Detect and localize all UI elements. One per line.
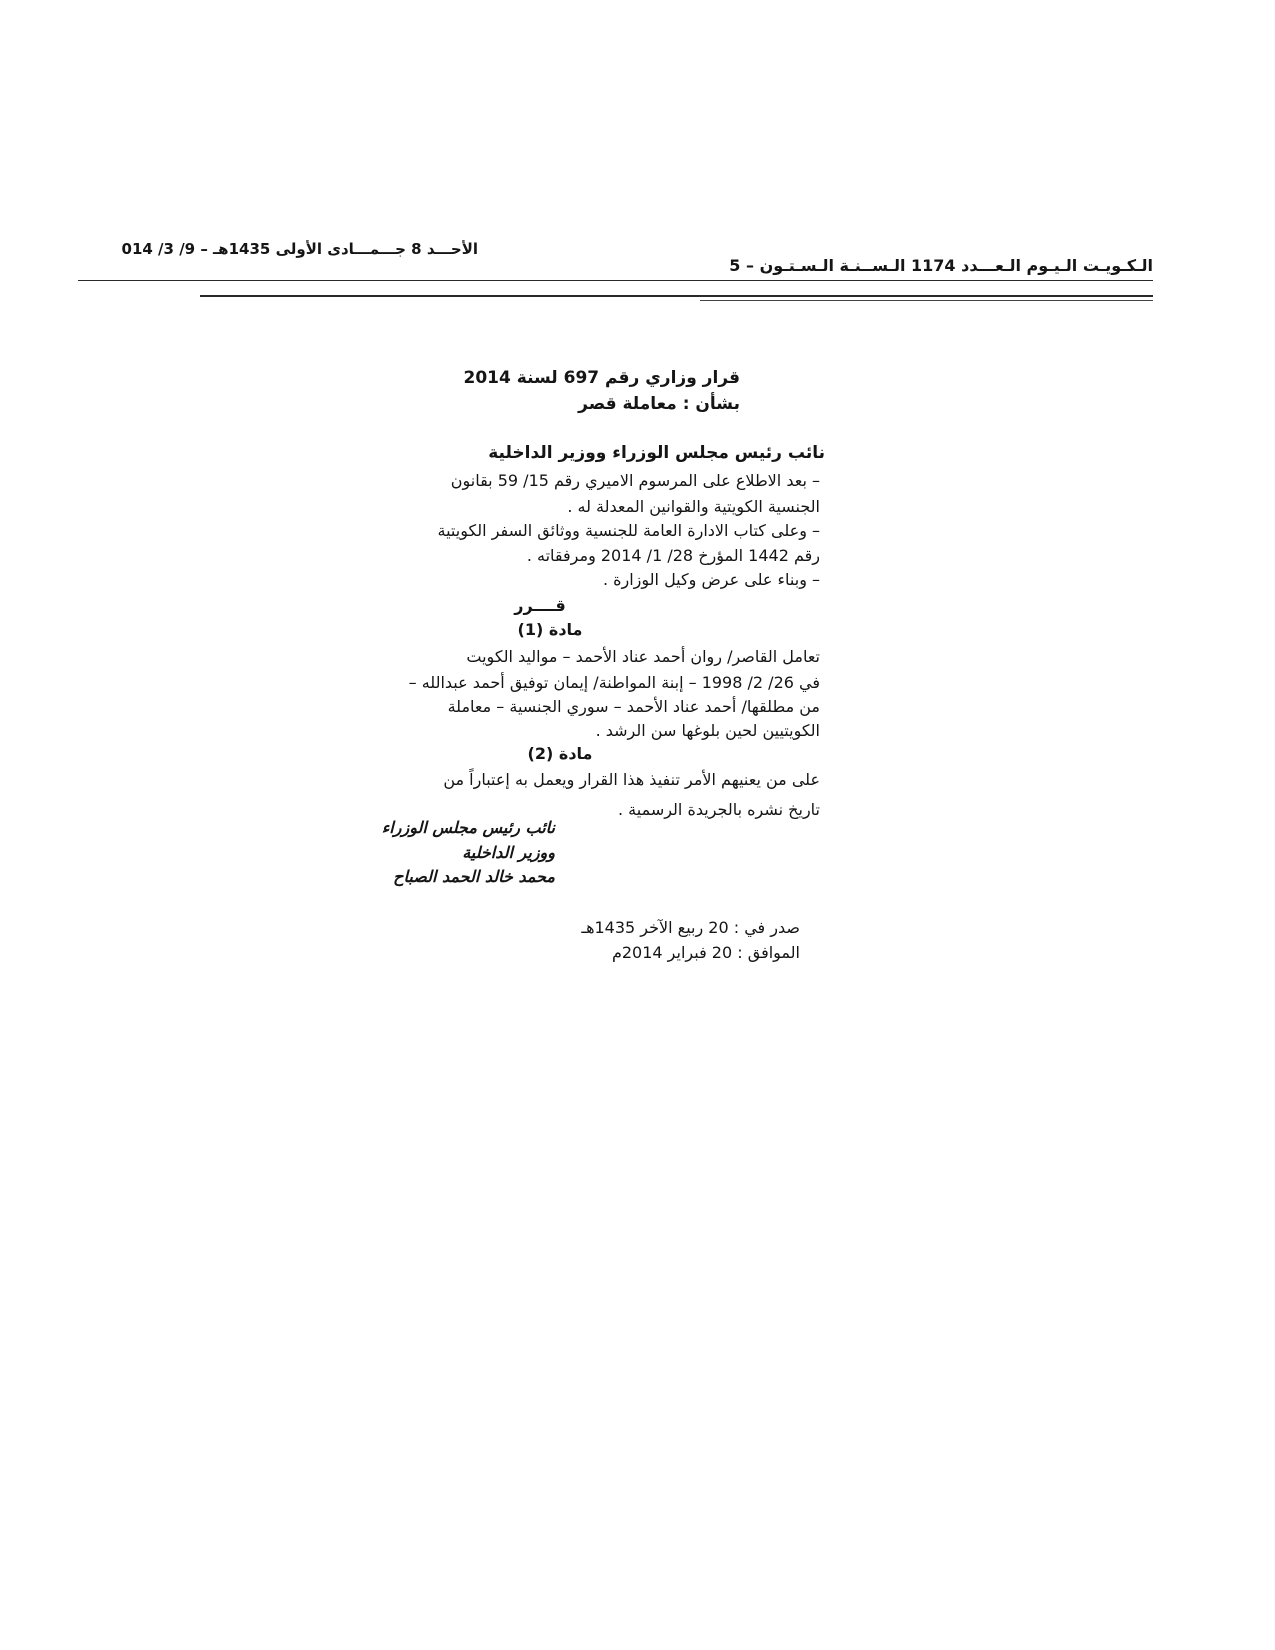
header-rule-thick xyxy=(200,295,1153,297)
signature-name: محمد خالد الحمد الصباح xyxy=(393,867,555,886)
decision-subject: بشأن : معاملة قصر xyxy=(578,394,740,414)
issued-hijri-date: صدر في : 20 ربيع الآخر 1435هـ xyxy=(581,918,800,937)
header-rule-secondary xyxy=(700,300,1153,301)
article-1-title: مادة (1) xyxy=(517,620,583,639)
issuer-heading: نائب رئيس مجلس الوزراء ووزير الداخلية xyxy=(488,443,825,463)
issued-gregorian-date: الموافق : 20 فبراير 2014م xyxy=(611,943,800,962)
decides-heading: قــــرر xyxy=(514,596,566,615)
article-1-line: في 26/ 2/ 1998 – إبنة المواطنة/ إيمان توفيق أحمد عبدالله – xyxy=(408,673,820,692)
preamble-line: – بعد الاطلاع على المرسوم الاميري رقم 15/ 59 بقانون xyxy=(450,471,820,490)
article-1-line: من مطلقها/ أحمد عناد الأحمد – سوري الجنسية – معاملة xyxy=(447,697,820,716)
article-2-line: تاريخ نشره بالجريدة الرسمية . xyxy=(617,800,820,819)
decision-title: قرار وزاري رقم 697 لسنة 2014 xyxy=(463,368,740,388)
preamble-line: الجنسية الكويتية والقوانين المعدلة له . xyxy=(567,497,820,516)
preamble-line: – وعلى كتاب الادارة العامة للجنسية ووثائق السفر الكويتية xyxy=(437,521,820,540)
header-rule xyxy=(78,280,1153,281)
signature-ministry: ووزير الداخلية xyxy=(462,843,555,862)
article-1-line: تعامل القاصر/ روان أحمد عناد الأحمد – مواليد الكويت xyxy=(466,647,820,666)
signature-title: نائب رئيس مجلس الوزراء xyxy=(381,818,555,837)
preamble-line: رقم 1442 المؤرخ 28/ 1/ 2014 ومرفقاته . xyxy=(526,546,820,565)
header-date: الأحـــد 8 جـــمـــادى الأولى 1435هـ – 9/ 3/ 014 xyxy=(121,240,478,258)
preamble-line: – وبناء على عرض وكيل الوزارة . xyxy=(602,570,820,589)
header-issue: الـكـويـت الـيـوم الـعـــدد 1174 الـســنـة الـسـتـون – 5 xyxy=(729,256,1153,275)
article-2-title: مادة (2) xyxy=(527,744,593,763)
article-1-line: الكويتيين لحين بلوغها سن الرشد . xyxy=(595,721,820,740)
article-2-line: على من يعنيهم الأمر تنفيذ هذا القرار ويعمل به إعتباراً من xyxy=(443,770,820,789)
